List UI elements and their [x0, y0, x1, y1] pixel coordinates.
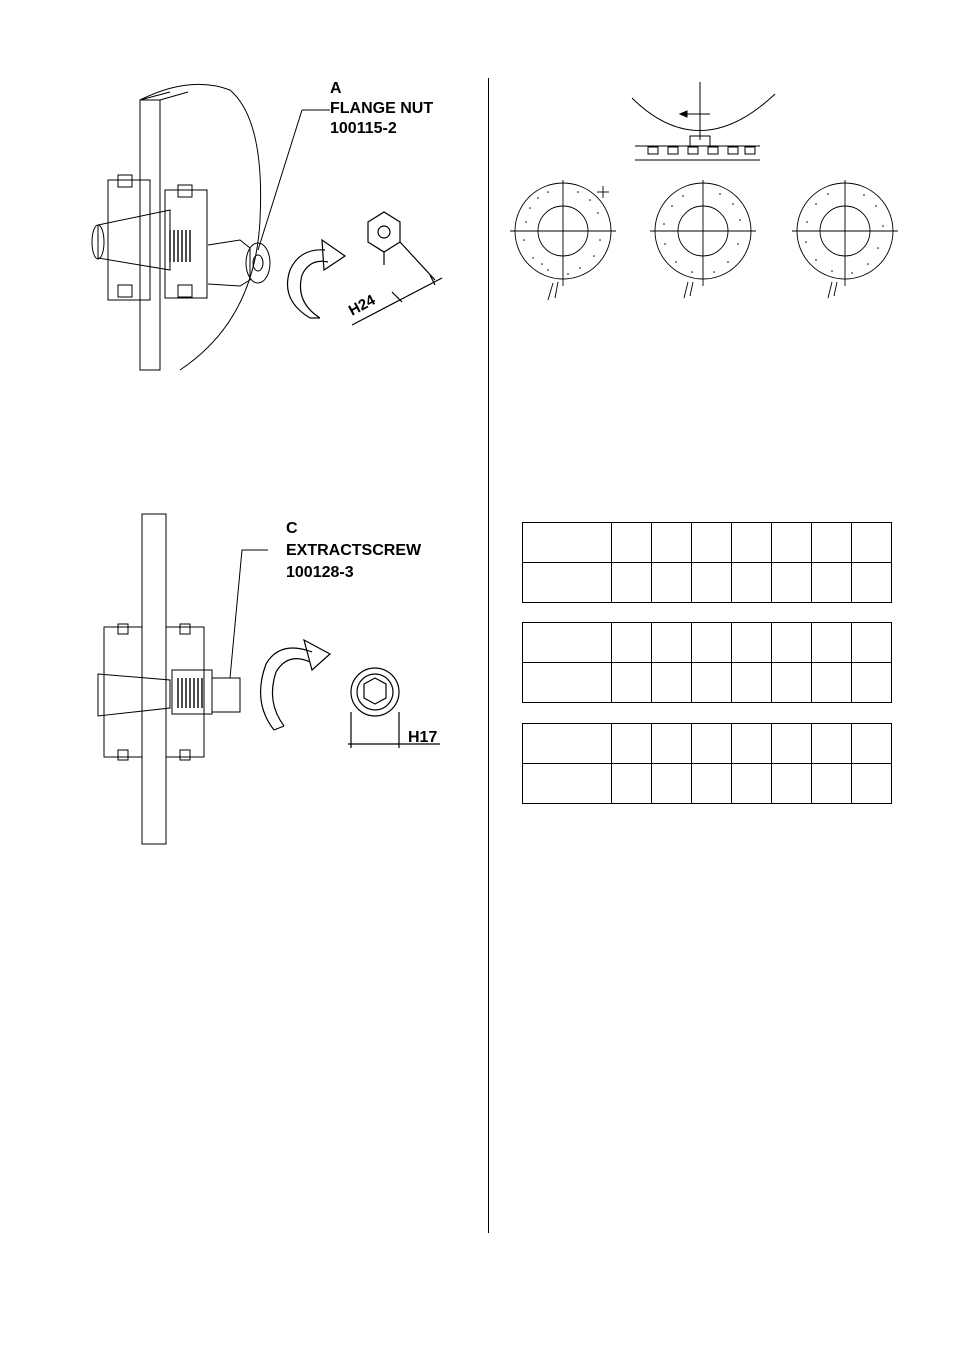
- grinding-wheel-icon: [648, 178, 758, 303]
- table-cell: [523, 523, 612, 563]
- table-cell: [732, 623, 772, 663]
- table-cell: [523, 623, 612, 663]
- table-cell: [812, 663, 852, 703]
- table-row: [523, 764, 892, 804]
- table-cell: [732, 563, 772, 603]
- table-cell: [652, 623, 692, 663]
- table-cell: [852, 523, 892, 563]
- figure-c-wrench-size: H17: [408, 729, 438, 746]
- table-cell: [612, 724, 652, 764]
- table-cell: [692, 663, 732, 703]
- table-cell: [732, 724, 772, 764]
- table-cell: [612, 523, 652, 563]
- table-cell: [812, 523, 852, 563]
- table-cell: [732, 523, 772, 563]
- table-row: [523, 623, 892, 663]
- extract-screw-drawing-c: [90, 512, 450, 847]
- table-cell: [692, 724, 732, 764]
- table-cell: [692, 764, 732, 804]
- table-cell: [523, 563, 612, 603]
- figure-a-wrench-size: H24: [345, 291, 379, 320]
- table-cell: [772, 663, 812, 703]
- table-cell: [812, 764, 852, 804]
- grinding-wheel-icon: [790, 178, 900, 303]
- table-cell: [732, 764, 772, 804]
- figure-c-part-number: 100128-3: [286, 564, 354, 581]
- table-cell: [523, 764, 612, 804]
- table-row: [523, 663, 892, 703]
- table-cell: [652, 724, 692, 764]
- table-cell: [772, 623, 812, 663]
- table-cell: [612, 623, 652, 663]
- figure-c-part-name: EXTRACTSCREW: [286, 542, 422, 559]
- column-divider: [488, 78, 489, 1233]
- table-cell: [692, 563, 732, 603]
- table-cell: [652, 563, 692, 603]
- table-cell: [652, 523, 692, 563]
- balance-table-2: [522, 622, 892, 703]
- table-cell: [852, 764, 892, 804]
- figure-c-letter: C: [286, 520, 298, 537]
- table-row: [523, 563, 892, 603]
- balance-table-1: [522, 522, 892, 603]
- table-cell: [772, 724, 812, 764]
- table-cell: [523, 724, 612, 764]
- table-cell: [612, 563, 652, 603]
- wheel-dressing-diagram: [630, 80, 780, 165]
- rotation-arrow-icon: [288, 240, 346, 318]
- table-row: [523, 724, 892, 764]
- balance-table-3: [522, 723, 892, 804]
- table-cell: [772, 563, 812, 603]
- table-cell: [852, 724, 892, 764]
- figure-a-part-number: 100115-2: [330, 120, 397, 137]
- table-row: [523, 523, 892, 563]
- figure-a-letter: A: [330, 80, 342, 97]
- table-cell: [852, 563, 892, 603]
- table-cell: [852, 623, 892, 663]
- table-cell: [612, 764, 652, 804]
- grinding-wheel-icon: [508, 178, 618, 303]
- flange-assembly-drawing-a: [90, 80, 450, 380]
- table-cell: [732, 663, 772, 703]
- table-cell: [812, 623, 852, 663]
- table-cell: [523, 663, 612, 703]
- rotation-arrow-icon: [261, 640, 330, 730]
- table-cell: [812, 724, 852, 764]
- table-cell: [852, 663, 892, 703]
- table-cell: [772, 764, 812, 804]
- table-cell: [652, 764, 692, 804]
- table-cell: [772, 523, 812, 563]
- table-cell: [692, 623, 732, 663]
- table-cell: [692, 523, 732, 563]
- table-cell: [612, 663, 652, 703]
- figure-a-part-name: FLANGE NUT: [330, 100, 434, 117]
- table-cell: [652, 663, 692, 703]
- table-cell: [812, 563, 852, 603]
